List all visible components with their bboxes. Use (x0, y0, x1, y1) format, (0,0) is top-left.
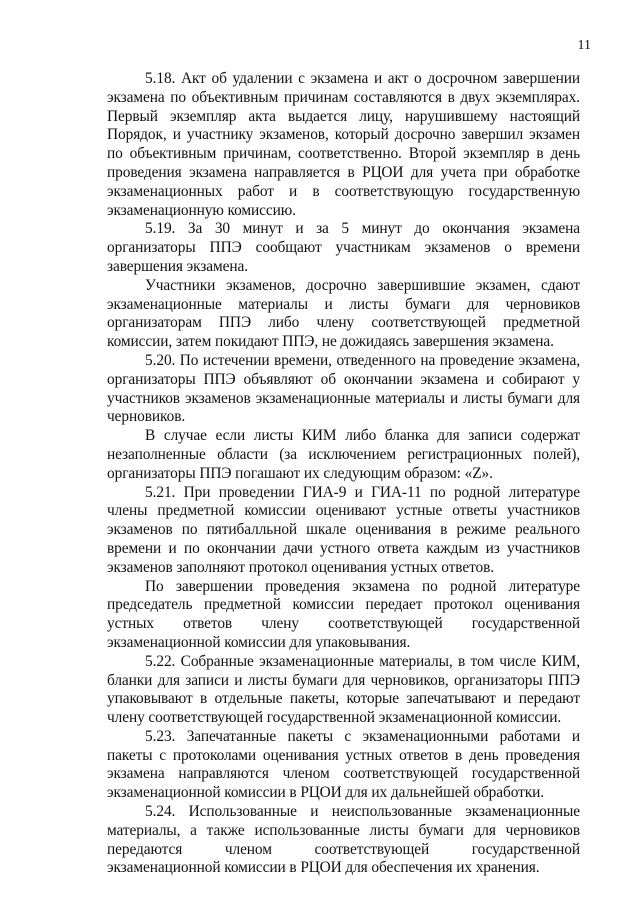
paragraph-protocol-transfer: По завершении проведения экзамена по родной литературе председатель предметной комиссии передает протокол оценивания устных ответов члену соответствующей государственной экзаменационной комиссии для упаковывания. (107, 577, 580, 651)
page-number: 11 (577, 38, 591, 53)
paragraph-5-18: 5.18. Акт об удалении с экзамена и акт о досрочном завершении экзамена по объективным причинам составляются в двух экземплярах. Первый экземпляр акта выдается лицу, нарушившему настоящий Порядок, и участнику экзаменов, который досрочно завершил экзамен по объективным причинам, соответственно. Второй экземпляр в день проведения экзамена направляется в РЦОИ для учета при обработке экзаменационных работ и в соответствующую государственную экзаменационную комиссию. (107, 70, 580, 219)
paragraph-5-20: 5.20. По истечении времени, отведенного на проведение экзамена, организаторы ППЭ объявляют об окончании экзамена и собирают у участников экзаменов экзаменационные материалы и листы бумаги для черновиков. (107, 351, 580, 426)
paragraph-5-21: 5.21. При проведении ГИА-9 и ГИА-11 по родной литературе члены предметной комиссии оценивают устные ответы участников экзаменов по пятибалльной шкале оценивания в режиме реального времени и по окончании дачи устного ответа каждым из участников экзаменов заполняют протокол оценивания устных ответов. (107, 483, 580, 576)
paragraph-5-19: 5.19. За 30 минут и за 5 минут до окончания экзамена организаторы ППЭ сообщают участникам экзаменов о времени завершения экзамена. (107, 220, 580, 275)
paragraph-blank-areas: В случае если листы КИМ либо бланка для записи содержат незаполненные области (за исключением регистрационных полей), организаторы ППЭ погашают их следующим образом: «Z». (107, 427, 580, 482)
paragraph-5-24: 5.24. Использованные и неиспользованные экзаменационные материалы, а также использованные листы бумаги для черновиков передаются членом соответствующей государственной экзаменационной комиссии в РЦОИ для обеспечения их хранения. (107, 803, 580, 877)
document-body (107, 70, 580, 878)
paragraph-early-finish: Участники экзаменов, досрочно завершившие экзамен, сдают экзаменационные материалы и листы бумаги для черновиков организаторам ППЭ либо члену соответствующей предметной комиссии, затем покидают ППЭ, не дожидаясь завершения экзамена. (107, 276, 580, 351)
paragraph-5-22: 5.22. Собранные экзаменационные материалы, в том числе КИМ, бланки для записи и листы бумаги для черновиков, организаторы ППЭ упаковывают в отдельные пакеты, которые запечатывают и передают члену соответствующей государственной экзаменационной комиссии. (107, 652, 580, 727)
paragraph-5-23: 5.23. Запечатанные пакеты с экзаменационными работами и пакеты с протоколами оценивания устных ответов в день проведения экзамена направляются членом соответствующей государственной экзаменационной комиссии в РЦОИ для их дальнейшей обработки. (107, 727, 580, 802)
